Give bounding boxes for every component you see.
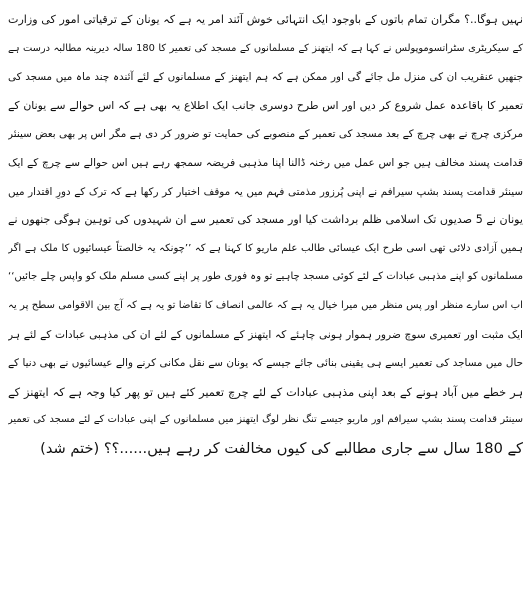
text-line: مرکزی چرچ نے بھی چرچ کے بعد مسجد کی تعمیر کے منصوبے کی حمایت تو ضرور کر دی ہے مگر اس پر بھی بعض سینئر [8,128,523,141]
text-line: جنھیں عنقریب ان کی منزل مل جائے گی اور ممکن ہے کہ ہم ایتھنز کے مسلمانوں کے لئے آئندہ چند ماہ میں مسجد کی [8,71,523,84]
text-line: یونان نے 5 صدیوں تک اسلامی ظلم برداشت کیا اور مسجد کی تعمیر سے ان شہیدوں کی توہین ہوگی جنھوں نے [8,213,523,227]
text-line: قدامت پسند مخالف ہیں جو اس عمل میں رخنہ ڈالنا اپنا مذہبی فریضہ سمجھ رہے ہیں اس حوالے سے چرچ کے ایک [8,156,523,169]
text-line: کے سیکریٹری سٹراتسوموپولس نے کہا ہے کہ ایتھنز کے مسلمانوں کے مسجد کی تعمیر کا 180 سالہ دیرینہ مطالبہ درست ہے [8,42,523,54]
text-line: مسلمانوں کو اپنے مذہبی عبادات کے لئے کوئی مسجد چاہیے تو وہ فوری طور پر اپنے کسی مسلم ملک کو واپس چلے جائیں‘‘ [8,271,523,283]
text-line: سینئر قدامت پسند بشپ سیرافم نے اپنی پُرزور مذمتی فہم میں یہ موقف اختیار کر رکھا ہے کہ ترک کے دورِ اقتدار میں [8,185,523,198]
text-line: ہمیں آزادی دلائی تھی اسی طرح ایک عیسائی طالب علم ماریو کا کہنا ہے کہ ’’چونکہ یہ خالصتاً عیسائیوں کا ملک ہے اگر [8,242,523,254]
text-line: سینئر قدامت پسند بشپ سیرافم اور ماریو جیسے تنگ نظر لوگ ایتھنز میں مسلمانوں کے اپنی عبادات کے لئے مسجد کی تعمیر [8,414,523,426]
text-line: نہیں ہوگا..؟ مگران تمام باتوں کے باوجود ایک انتہائی خوش آئند امر یہ ہے کہ یونان کے ترقیاتی امور کی وزارت [8,13,523,26]
closing-line: کے 180 سال سے جاری مطالبے کی کیوں مخالفت کر رہے ہیں......؟؟ (ختم شد) [40,439,523,457]
text-line: حال میں مساجد کی تعمیر ایسے ہی یقینی بنائی جائے جیسے کہ یونان سے نقل مکانی کرنے والے عیسائیوں نے بھی دنیا کے [8,357,523,370]
text-line: اب اس سارے منظر اور پس منظر میں میرا خیال یہ ہے کہ عالمی انصاف کا تقاضا تو یہ ہے کہ آج بین الاقوامی سطح پر یہ [8,299,523,311]
text-line: ہر خطے میں آباد ہونے کے بعد اپنی مذہبی عبادات کے لئے چرچ تعمیر کئے ہیں تو پھر کیا وجہ ہے کہ ایتھنز کے [8,384,523,399]
article-body [8,6,523,464]
text-line: ایک مثبت اور تعمیری سوچ ضرور ہموار ہونی چاہئے کہ ایتھنز کے مسلمانوں کے لئے ان کی مذہبی عبادات کے لئے ہر [8,328,523,341]
text-line: تعمیر کا باقاعدہ عمل شروع کر دیں اور اس طرح دوسری جانب ایک اطلاع یہ بھی ہے کہ اس حوالے سے یونان کے [8,98,523,112]
